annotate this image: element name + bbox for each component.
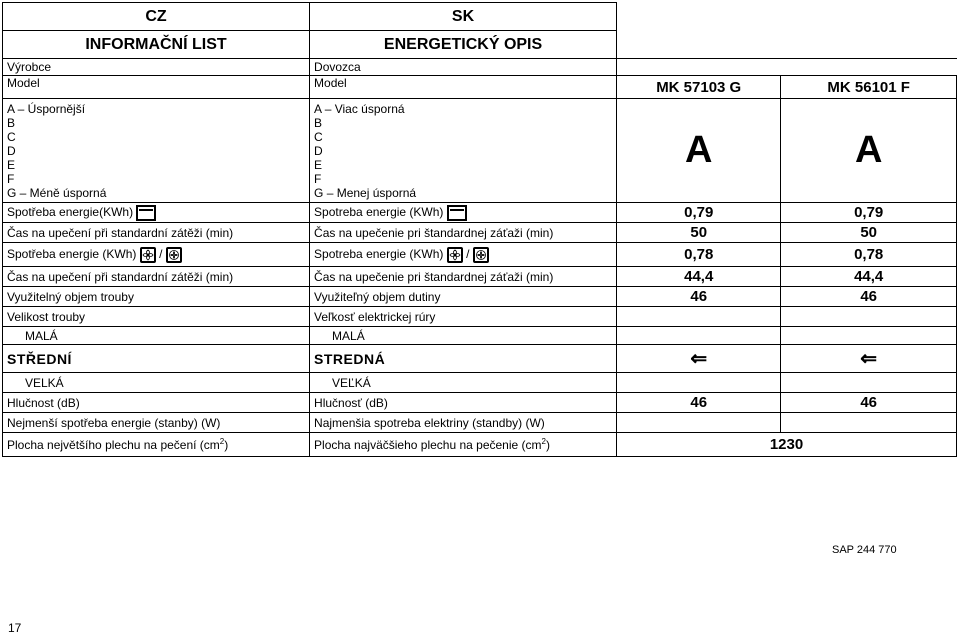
time-fan-2: 44,4 — [781, 267, 957, 287]
energy-conv-2: 0,79 — [781, 203, 957, 223]
time-conv-2: 50 — [781, 223, 957, 243]
energy-fan-cz: Spotřeba energie (KWh) / — [3, 243, 310, 267]
size-small-sk: MALÁ — [310, 327, 617, 345]
energy-class-2: A — [781, 99, 957, 203]
model-sk: Model — [310, 76, 617, 99]
size-cz: Velikost trouby — [3, 307, 310, 327]
page-number: 17 — [8, 621, 22, 635]
product-fiche-table — [2, 2, 957, 457]
cz-header: CZ — [3, 3, 310, 31]
energy-fan-1: 0,78 — [617, 243, 781, 267]
sk-header: SK — [310, 3, 617, 31]
area-sk: Plocha najväčšieho plechu na pečenie $(cm^2)$ — [310, 433, 617, 457]
energy-fan-2: 0,78 — [781, 243, 957, 267]
energy-fan-sk: Spotreba energie (KWh) / — [310, 243, 617, 267]
time-fan-sk: Čas na upečenie pri štandardnej záťaži (min) — [310, 267, 617, 287]
time-conv-1: 50 — [617, 223, 781, 243]
size-medium-cz: STŘEDNÍ — [3, 345, 310, 373]
time-conv-sk: Čas na upečenie pri štandardnej záťaži (min) — [310, 223, 617, 243]
standby-cz: Nejmenší spotřeba energie (stanby) (W) — [3, 413, 310, 433]
volume-cz: Využitelný objem trouby — [3, 287, 310, 307]
standby-sk: Najmenšia spotreba elektriny (standby) (W) — [310, 413, 617, 433]
cz-title: INFORMAČNÍ LIST — [3, 31, 310, 59]
fan-heater-icon — [140, 247, 156, 263]
energy-conv-cz: Spotřeba energie(KWh) — [3, 203, 310, 223]
arrow-left-icon: ⇐ — [617, 345, 781, 373]
energy-class-1: A — [617, 99, 781, 203]
time-conv-cz: Čas na upečení při standardní zátěži (min) — [3, 223, 310, 243]
volume-sk: Využiteľný objem dutiny — [310, 287, 617, 307]
model-cz: Model — [3, 76, 310, 99]
energy-conv-1: 0,79 — [617, 203, 781, 223]
fan-heater-icon — [447, 247, 463, 263]
noise-2: 46 — [781, 393, 957, 413]
time-fan-1: 44,4 — [617, 267, 781, 287]
oven-icon — [447, 205, 467, 221]
volume-2: 46 — [781, 287, 957, 307]
fan-icon — [473, 247, 489, 263]
noise-sk: Hlučnosť (dB) — [310, 393, 617, 413]
area-cz: Plocha největšího plechu na pečení $(cm^2)$ — [3, 433, 310, 457]
model-1: MK 57103 G — [617, 76, 781, 99]
arrow-left-icon: ⇐ — [781, 345, 957, 373]
sk-title: ENERGETICKÝ OPIS — [310, 31, 617, 59]
energy-conv-sk: Spotreba energie (KWh) — [310, 203, 617, 223]
size-small-cz: MALÁ — [3, 327, 310, 345]
sap-code: SAP 244 770 — [832, 544, 897, 556]
time-fan-cz: Čas na upečení při standardní zátěži (min) — [3, 267, 310, 287]
manufacturer-cz: Výrobce — [3, 59, 310, 76]
size-large-cz: VELKÁ — [3, 373, 310, 393]
size-sk: Veľkosť elektrickej rúry — [310, 307, 617, 327]
noise-1: 46 — [617, 393, 781, 413]
fan-icon — [166, 247, 182, 263]
area-value: 1230 — [617, 433, 957, 457]
manufacturer-sk: Dovozca — [310, 59, 617, 76]
energy-class-cz: A – Úspornější B C D E F G – Méně úsporná — [3, 99, 310, 203]
size-large-sk: VEĽKÁ — [310, 373, 617, 393]
noise-cz: Hlučnost (dB) — [3, 393, 310, 413]
oven-icon — [136, 205, 156, 221]
model-2: MK 56101 F — [781, 76, 957, 99]
volume-1: 46 — [617, 287, 781, 307]
size-medium-sk: STREDNÁ — [310, 345, 617, 373]
energy-class-sk: A – Viac úsporná B C D E F G – Menej úsporná — [310, 99, 617, 203]
